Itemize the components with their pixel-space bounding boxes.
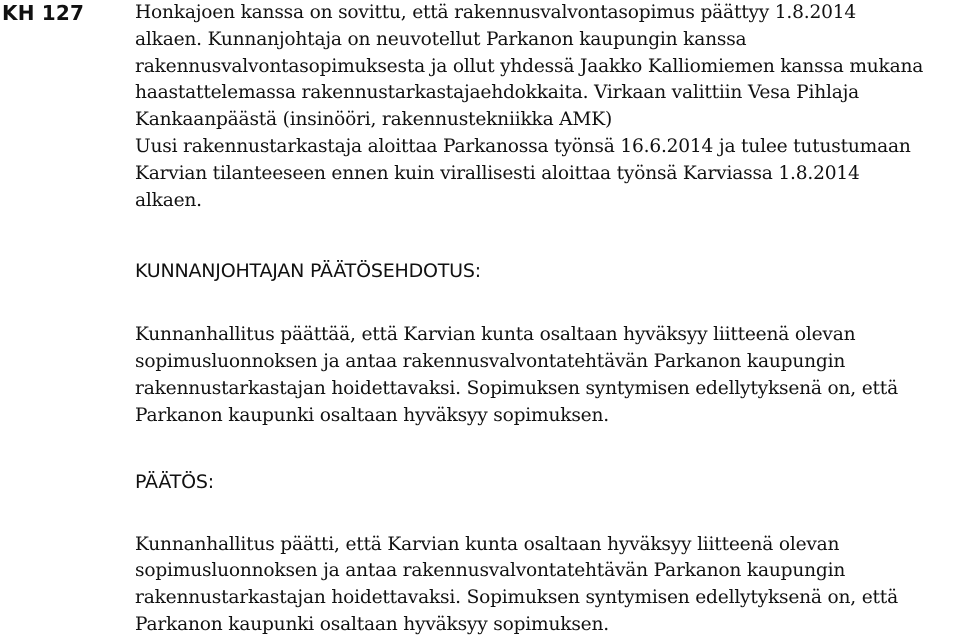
decision-line: sopimusluonnoksen ja antaa rakennusvalvontatehtävän Parkanon kaupungin <box>135 560 846 582</box>
document-body <box>135 0 957 639</box>
decision-line: rakennustarkastajan hoidettavaksi. Sopimuksen syntymisen edellytyksenä on, että <box>135 587 898 609</box>
spacer <box>135 284 957 322</box>
decision-line: Kunnanhallitus päätti, että Karvian kunta osaltaan hyväksyy liitteenä olevan <box>135 533 840 555</box>
decision-heading: PÄÄTÖS: <box>135 470 214 493</box>
item-code: KH 127 <box>2 1 85 25</box>
proposal-heading: KUNNANJOHTAJAN PÄÄTÖSEHDOTUS: <box>135 260 481 283</box>
intro-line: Uusi rakennustarkastaja aloittaa Parkanossa työnsä 16.6.2014 ja tulee tutustumaan <box>135 135 911 157</box>
proposal-line: sopimusluonnoksen ja antaa rakennusvalvontatehtävän Parkanon kaupungin <box>135 351 846 373</box>
intro-line: alkaen. <box>135 189 202 211</box>
decision-line: Parkanon kaupunki osaltaan hyväksyy sopimuksen. <box>135 613 609 635</box>
intro-line: alkaen. Kunnanjohtaja on neuvotellut Parkanon kaupungin kanssa <box>135 28 747 50</box>
spacer <box>135 495 957 532</box>
spacer <box>135 430 957 469</box>
proposal-paragraph <box>135 322 957 429</box>
proposal-line: rakennustarkastajan hoidettavaksi. Sopimuksen syntymisen edellytyksenä on, että <box>135 377 898 399</box>
intro-paragraph <box>135 0 957 214</box>
intro-line: rakennusvalvontasopimuksesta ja ollut yhdessä Jaakko Kalliomiemen kanssa mukana <box>135 55 924 77</box>
spacer <box>135 214 957 258</box>
intro-line: haastattelemassa rakennustarkastajaehdokkaita. Virkaan valittiin Vesa Pihlaja <box>135 82 860 104</box>
decision-paragraph <box>135 532 957 639</box>
intro-line: Honkajoen kanssa on sovittu, että rakennusvalvontasopimus päättyy 1.8.2014 <box>135 2 857 23</box>
proposal-line: Parkanon kaupunki osaltaan hyväksyy sopimuksen. <box>135 404 609 426</box>
intro-line: Karvian tilanteeseen ennen kuin virallisesti aloittaa työnsä Karviassa 1.8.2014 <box>135 162 860 184</box>
intro-line: Kankaanpäästä (insinööri, rakennustekniikka AMK) <box>135 109 612 131</box>
proposal-line: Kunnanhallitus päättää, että Karvian kunta osaltaan hyväksyy liitteenä olevan <box>135 324 856 346</box>
